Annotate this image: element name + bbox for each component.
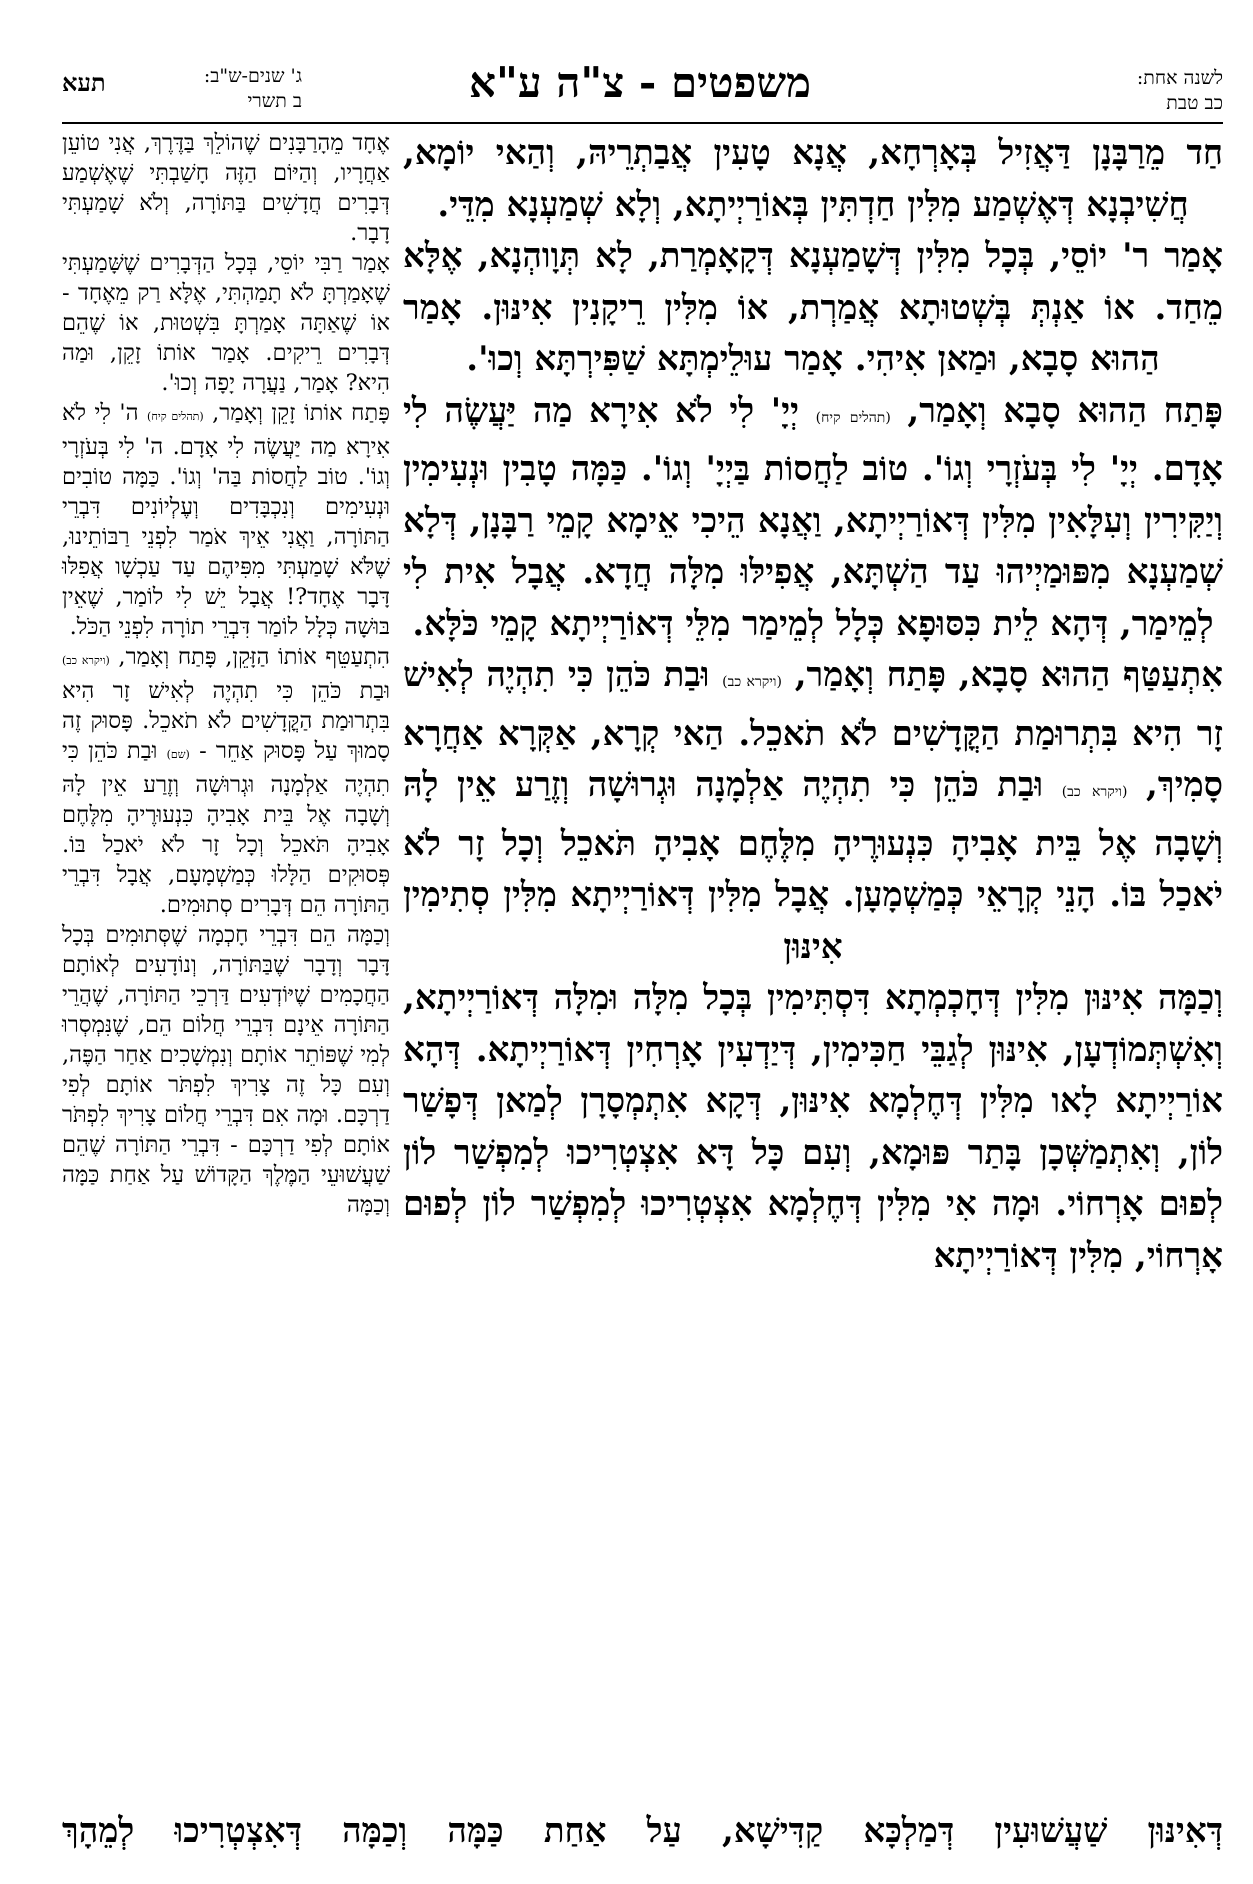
- continuation-line: דְּאִינּוּן שַׁעֲשׁוּעִין דְּמַלְכָּא קַדִּישָׁא, עַל אַחַת כַּמָּה וְכַמָּה דְּאִצְטְרִיכוּ לְמֵהָךְ: [62, 1811, 1223, 1851]
- aramaic-paragraph: [403, 386, 1223, 651]
- paragraph-body: וּבַת כֹּהֵן כִּי תִהְיֶה לְאִישׁ זָר הִיא בִּתְרוּמַת הַקֳּדָשִׁים לֹא תֹאכֵל. פָּסוּק זֶה סָמוּךְ עַל פָּסוּק אַחֵר -: [62, 678, 391, 764]
- translation-paragraph: [62, 642, 390, 920]
- paragraph-body: ה' לִי לֹא אִירָא מַה יַּעֲשֶׂה לִי אָדָם. ה' לִי בְּעֹזְרָי וְגוֹ'. טוֹב לַחֲסוֹת בַּה' וְגוֹ'. כַּמָּה טוֹבִים וּנְעִימִים וְנִכְבָּדִים וְעֶלְיוֹנִים דִּבְרֵי הַתּוֹרָה, וַאֲנִי אֵיךְ אֹמַר לִפְנֵי רַבּוֹתֵינוּ, שֶׁלֹּא שָׁמַעְתִּי מִפִּיהֶם עַד עַכְשָׁו אֲפִלּוּ דָּבָר אֶחָד?! אֲבָל יֵשׁ לִי לוֹמַר, שֶׁאֵין בּוּשָׁה כְּלָל לוֹמַר דִּבְרֵי תוֹרָה לִפְנֵי הַכֹּל.: [62, 400, 390, 640]
- aramaic-column: [403, 128, 1223, 1282]
- yearly-schedule: [1053, 66, 1223, 116]
- paragraph-body: וּבַת כֹּהֵן כִּי תִהְיֶה אַלְמָנָה וּגְרוּשָׁה וְזֶרַע אֵין לָהּ וְשָׁבָה אֶל בֵּית אָבִיהָ כִּנְעוּרֶיהָ מִלֶּחֶם אָבִיהָ תֹּאכֵל וְכָל זָר לֹא יֹאכַל בּוֹ. פְּסוּקִים הַלָּלוּ כְּמַשְׁמָעָם, אֲבָל דִּבְרֵי הַתּוֹרָה הֵם דְּבָרִים סְתוּמִים.: [62, 738, 390, 918]
- verse-reference: (ויקרא כב): [1061, 784, 1128, 800]
- verse-reference: (ויקרא כב): [62, 654, 110, 667]
- translation-paragraph: אֶחָד מֵהָרַבָּנִים שֶׁהוֹלֵךְ בַּדֶּרֶךְ, אֲנִי טוֹעֵן אַחֲרָיו, וְהַיּוֹם הַזֶּה חָשַׁבְתִּי שֶׁאֶשְׁמַע דְּבָרִים חֲדָשִׁים בַּתּוֹרָה, וְלֹא שָׁמַעְתִּי דָבָר.: [62, 130, 390, 246]
- page-number: תעא: [62, 68, 106, 97]
- header-divider: [62, 122, 1223, 124]
- aramaic-paragraph: חַד מֵרַבָּנָן דַּאֲזִיל בְּאָרְחָא, אֲנָא טָעִין אֲבַתְרֵיהּ, וְהַאי יוֹמָא, חֲשִׁיבְנָא דְּאֶשְׁמַע מִלִּין חַדְתִּין בְּאוֹרַיְיתָא, וְלָא שְׁמַעְנָא מִדֵּי.: [403, 133, 1223, 225]
- paragraph-opening: פָּתַח אוֹתוֹ זָקֵן וְאָמַר,: [212, 400, 390, 426]
- translation-paragraph: וְכַמָּה הֵם דִּבְרֵי חָכְמָה שֶׁסְּתוּמִים בְּכָל דָּבָר וְדָבָר שֶׁבַּתּוֹרָה, וְנוֹדָעִים לְאוֹתָם הַחֲכָמִים שֶׁיּוֹדְעִים דַּרְכֵי הַתּוֹרָה, שֶׁהֲרֵי הַתּוֹרָה אֵינָם דִּבְרֵי חֲלוֹם הֵם, שֶׁנִּמְסְרוּ לְמִי שֶׁפּוֹתֵר אוֹתָם וְנִמְשָׁכִים אַחַר הַפֶּה, וְעִם כָּל זֶה צָרִיךְ לִפְתֹּר אוֹתָם לְפִי דַרְכָּם. וּמָה אִם דִּבְרֵי חֲלוֹם צָרִיךְ לִפְתֹּר אוֹתָם לְפִי דַרְכָּם - דִּבְרֵי הַתּוֹרָה שֶׁהֵם שַׁעֲשׁוּעֵי הַמֶּלֶךְ הַקָּדוֹשׁ עַל אַחַת כַּמָּה וְכַמָּה: [62, 922, 390, 1218]
- verse-reference: (ויקרא כב): [722, 674, 782, 690]
- three-year-schedule: [140, 64, 302, 114]
- verse-reference: (שם): [166, 748, 190, 761]
- three-year-schedule-date: ב תשרי: [247, 90, 302, 112]
- aramaic-paragraph: וְכַמָּה אִינּוּן מִלִּין דְּחָכְמְתָא דִּסְתִּימִין בְּכָל מִלָּה וּמִלָּה דְּאוֹרַיְיתָא, וְאִשְׁתְּמוֹדְעָן, אִינּוּן לְגַבֵּי חַכִּימִין, דְּיַדְעִין אָרְחִין דְּאוֹרַיְיתָא. דְּהָא אוֹרַיְיתָא לָאו מִלִּין דְּחֶלְמָא אִינּוּן, דְּקָא אִתְמְסָרָן לְמַאן דְּפָשַׁר לוֹן, וְאִתְמַשְּׁכָן בָּתַר פּוּמָא, וְעִם כָּל דָּא אִצְטְרִיכוּ לְמִפְשַׁר לוֹן לְפוּם אָרְחוֹי. וּמָה אִי מִלִּין דְּחֶלְמָא אִצְטְרִיכוּ לְמִפְשַׁר לוֹן לְפוּם אָרְחוֹי, מִלִּין דְּאוֹרַיְיתָא: [403, 978, 1223, 1276]
- translation-paragraph: [62, 398, 390, 642]
- translation-paragraph: אָמַר רַבִּי יוֹסֵי, בְּכָל הַדְּבָרִים שֶׁשָּׁמַעְתִּי שֶׁאָמַרְתָּ לֹא תָמַהְתִּי, אֶלָּא רַק מֵאֶחָד - אוֹ שֶׁאַתָּה אָמַרְתָּ בִּשְׁטוּת, אוֹ שֶׁהֵם דְּבָרִים רֵיקִים. אָמַר אוֹתוֹ זָקֵן, וּמַה הִיא? אָמַר, נַעֲרָה יָפָה וְכוּ'.: [62, 250, 390, 396]
- aramaic-paragraph: אָמַר ר' יוֹסֵי, בְּכָל מִלִּין דְּשָׁמַעְנָא דְּקָאָמְרַת, לָא תְּוָוהְנָא, אֶלָּא מֵחַד. אוֹ אַנְתְּ בְּשְׁטוּתָא אֲמַרְת, אוֹ מִלִּין רֵיקָנִין אִינּוּן. אָמַר הַהוּא סָבָא, וּמַאן אִיהִי. אָמַר עוּלֵימְתָּא שַׁפִּירְתָּא וְכוּ'.: [403, 236, 1223, 379]
- verse-reference: (תהלים קיח): [815, 409, 891, 426]
- paragraph-opening: אִתְעַטַּף הַהוּא סָבָא, פָּתַח וְאָמַר,: [794, 655, 1224, 695]
- page-title: משפטים - צ"ה ע"א: [468, 58, 812, 107]
- yearly-schedule-date: כב טבת: [1166, 92, 1223, 114]
- paragraph-opening: פָּתַח הַהוּא סָבָא וְאָמַר,: [907, 390, 1223, 431]
- paragraph-body: וּבַת כֹּהֵן כִּי תִהְיֶה לְאִישׁ זָר הִיא בִּתְרוּמַת הַקֳּדָשִׁים לֹא תֹאכֵל. הַאי קְרָא, אַקְּרָא אַחֲרָא סָמִיךְ,: [403, 655, 1223, 805]
- paragraph-body: יְיָ' לִי לֹא אִירָא מַה יַּעֲשֶׂה לִי אָדָם. יְיָ' לִי בְּעֹזְרָי וְגוֹ'. טוֹב לַחֲסוֹת בַּיְיָ' וְגוֹ'. כַּמָּה טָבִין וּנְעִימִין וְיַקִּירִין וְעִלָּאִין מִלִּין דְּאוֹרַיְיתָא, וַאֲנָא הֵיכִי אֵימָא קָמֵי רַבָּנָן, דְּלָא שְׁמַעְנָא מִפּוּמַיְיהוּ עַד הַשְׁתָּא, אֲפִילּוּ מִלָּה חֲדָא. אֲבָל אִית לִי לְמֵימַר, דְּהָא לֵית כִּסּוּפָא כְּלָל לְמֵימַר מִלֵּי דְּאוֹרַיְיתָא קָמֵי כֹּלָּא.: [403, 390, 1223, 644]
- paragraph-body: וּבַת כֹּהֵן כִּי תִהְיֶה אַלְמָנָה וּגְרוּשָׁה וְזֶרַע אֵין לָהּ וְשָׁבָה אֶל בֵּית אָבִיהָ כִּנְעוּרֶיהָ מִלֶּחֶם אָבִיהָ תֹּאכֵל וְכָל זָר לֹא יֹאכַל בּוֹ. הָנֵי קְרָאֵי כְּמַשְׁמָעָן. אֲבָל מִלִּין דְּאוֹרַיְיתָא מִלִּין סְתִימִין אִינּוּן: [403, 765, 1223, 967]
- three-year-schedule-label: ג' שנים-ש"ב:: [203, 65, 302, 87]
- aramaic-paragraph: [403, 650, 1223, 973]
- paragraph-opening: הִתְעַטֵּף אוֹתוֹ הַזָּקֵן, פָּתַח וְאָמַר,: [118, 644, 390, 670]
- yearly-schedule-label: לשנה אחת:: [1136, 67, 1223, 89]
- translation-column: [62, 128, 390, 1220]
- verse-reference: (תהלים קיח): [147, 410, 204, 423]
